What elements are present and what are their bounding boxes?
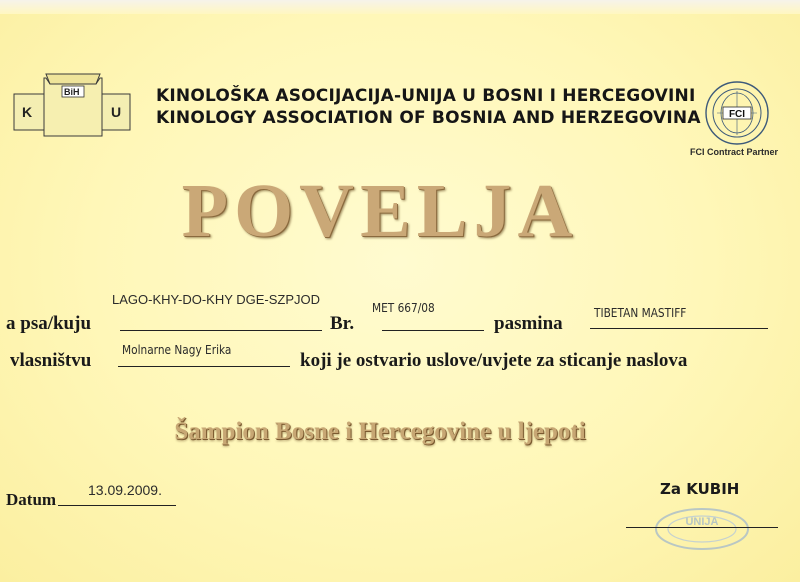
date-label: Datum: [6, 490, 57, 509]
dog-name-value: LAGO-KHY-DO-KHY DGE-SZPJOD: [112, 292, 321, 307]
owner-line: [118, 366, 290, 367]
org-name-en: KINOLOGY ASSOCIATION OF BOSNIA AND HERZEGOVINA: [156, 108, 701, 128]
breed-value: TIBETAN MASTIFF: [594, 306, 687, 320]
kbihu-logo: [12, 72, 132, 142]
logo-letters-bih: BiH: [64, 87, 80, 97]
reg-number-line: [382, 330, 484, 331]
reg-number-label: Br.: [330, 313, 355, 334]
date-line: [58, 505, 176, 506]
official-stamp-icon: [640, 505, 760, 553]
scan-edge: [0, 0, 800, 14]
logo-letter-k: K: [22, 104, 33, 120]
dog-label: a psa/kuju: [6, 313, 92, 334]
fci-seal-text: FCI: [728, 109, 746, 120]
champion-title: Šampion Bosne i Hercegovine u ljepoti: [174, 418, 586, 445]
fci-contract-caption: FCI Contract Partner: [690, 147, 779, 157]
certificate-title: POVELJA: [181, 169, 579, 253]
fci-seal-icon: [704, 80, 770, 146]
org-name-local: KINOLOŠKA ASOCIJACIJA-UNIJA U BOSNI I HERCEGOVINI: [156, 86, 696, 106]
logo-letter-u: U: [111, 104, 122, 120]
breed-label: pasmina: [494, 313, 563, 334]
dog-name-line: [120, 330, 322, 331]
owner-label: vlasništvu: [10, 350, 92, 371]
owner-suffix-text: koji je ostvario uslove/uvjete za sticanje naslova: [300, 350, 688, 371]
signature-label: Za KUBIH: [660, 480, 740, 498]
owner-value: Molnarne Nagy Erika: [122, 343, 232, 357]
reg-number-value: MET 667/08: [372, 301, 435, 315]
breed-line: [590, 328, 768, 329]
stamp-text: UNIJA: [685, 516, 719, 528]
signature-line: [626, 527, 778, 528]
date-value: 13.09.2009.: [88, 482, 162, 498]
